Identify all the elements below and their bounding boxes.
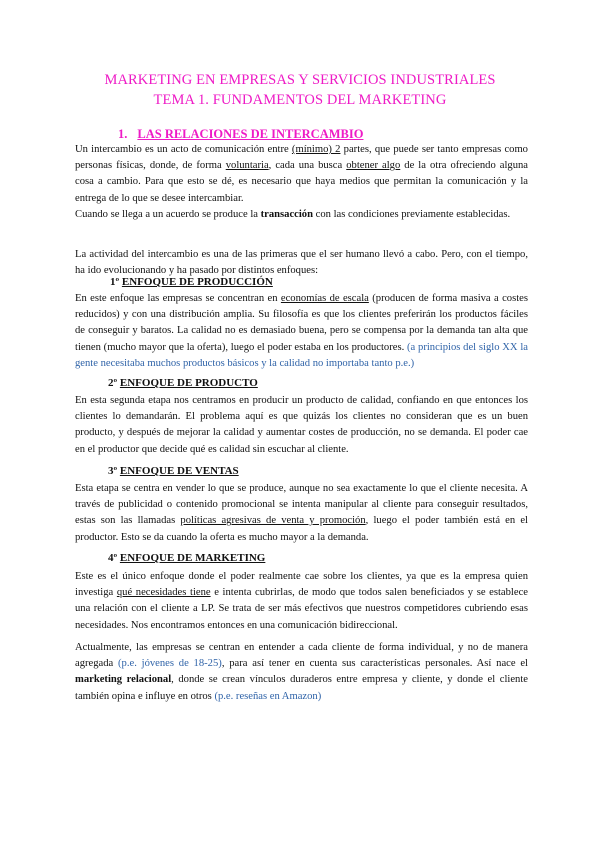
approach-1-text: En este enfoque las empresas se concentran en economías de escala (producen de forma masiva a costes reducidos) y con una distribución amplia. Su filosofía es que los clientes preferirán los productos fáciles de conseguir y baratos. La calidad no es demasiado buena, pero se compensa por la demanda tan alta que tienen (mucho mayor que la oferta), luego el poder estaba en los productores. (a principios del siglo XX la gente necesitaba muchos productos básicos y la calidad no importaba tanto p.e.) (75, 293, 528, 369)
approach-1-note: (a principios del siglo XX la gente necesitaba muchos productos básicos y la calidad no importaba tanto p.e.) (75, 341, 528, 369)
closing-note-1: (p.e. jóvenes de 18-25) (118, 658, 222, 670)
approach-1-heading: 1º ENFOQUE DE PRODUCCIÓN (110, 276, 273, 288)
document-title: MARKETING EN EMPRESAS Y SERVICIOS INDUSTRIALES (104, 72, 496, 88)
intro-paragraph-3: La actividad del intercambio es una de las primeras que el ser humano llevó a cabo. Pero, con el tiempo, ha ido evolucionando y ha pasado por distintos enfoques: (75, 249, 528, 277)
section-heading (118, 127, 363, 142)
approach-3-heading: 3º ENFOQUE DE VENTAS (108, 465, 239, 477)
closing-paragraph: Actualmente, las empresas se centran en entender a cada cliente de forma individual, y no de manera agregada (p.e. jóvenes de 18-25), para así tener en cuenta sus características personales. Así nace el marketing relacional, donde se crean vínculos duraderos entre empresa y cliente, y donde el cliente también opina e influye en otros (p.e. reseñas en Amazon) (75, 642, 528, 702)
approach-2-heading: 2º ENFOQUE DE PRODUCTO (108, 377, 258, 389)
approach-2-text: En esta segunda etapa nos centramos en producir un producto de calidad, confiando en que entonces los clientes lo demandarán. El problema aquí es que quizás los clientes no consideran que es un buen producto, y después de mejorar la calidad y aumentar costes de producción, no se demanda. El poder cae en el productor que decide qué es calidad sin escuchar al cliente. (75, 395, 528, 455)
relational-marketing-term: marketing relacional (75, 674, 172, 686)
section-title: LAS RELACIONES DE INTERCAMBIO (137, 127, 364, 141)
intro-paragraph-2: Cuando se llega a un acuerdo se produce la transacción con las condiciones previamente establecidas. (75, 208, 511, 220)
approach-4-heading: 4º ENFOQUE DE MARKETING (108, 552, 266, 564)
topic-title: TEMA 1. FUNDAMENTOS DEL MARKETING (153, 92, 447, 108)
intro-paragraphs (75, 142, 528, 223)
approach-4-text: Este es el único enfoque donde el poder realmente cae sobre los clientes, ya que es la empresa quien investiga qué necesidades tiene e intenta cubrirlas, de modo que todos salen beneficiados y se establece una relación con el cliente a LP. Se trata de ser más efectivos que nuestros competidores cubriendo esas necesidades. Nos encontramos entonces en una comunicación bidireccional. (75, 571, 528, 631)
section-number: 1. (118, 127, 128, 141)
intro-paragraph-1: Un intercambio es un acto de comunicación entre (mínimo) 2 partes, que puede ser tanto empresas como personas físicas, donde, de forma voluntaria, cada una busca obtener algo de la otra ofreciendo alguna cosa a cambio. Para que esto se dé, es necesario que haya medios que permitan la comunicación y la entrega de lo que se desee intercambiar. (75, 144, 529, 204)
closing-note-2: (p.e. reseñas en Amazon) (214, 690, 322, 702)
approach-3-text: Esta etapa se centra en vender lo que se produce, aunque no sea exactamente lo que el cliente necesita. A través de publicidad o contenido promocional se intenta manipular al cliente para conseguir resultados, estas son las llamadas políticas agresivas de venta y promoción, luego el poder también está en el productor. Esto se da cuando la oferta es mucho mayor a la demanda. (75, 483, 528, 543)
